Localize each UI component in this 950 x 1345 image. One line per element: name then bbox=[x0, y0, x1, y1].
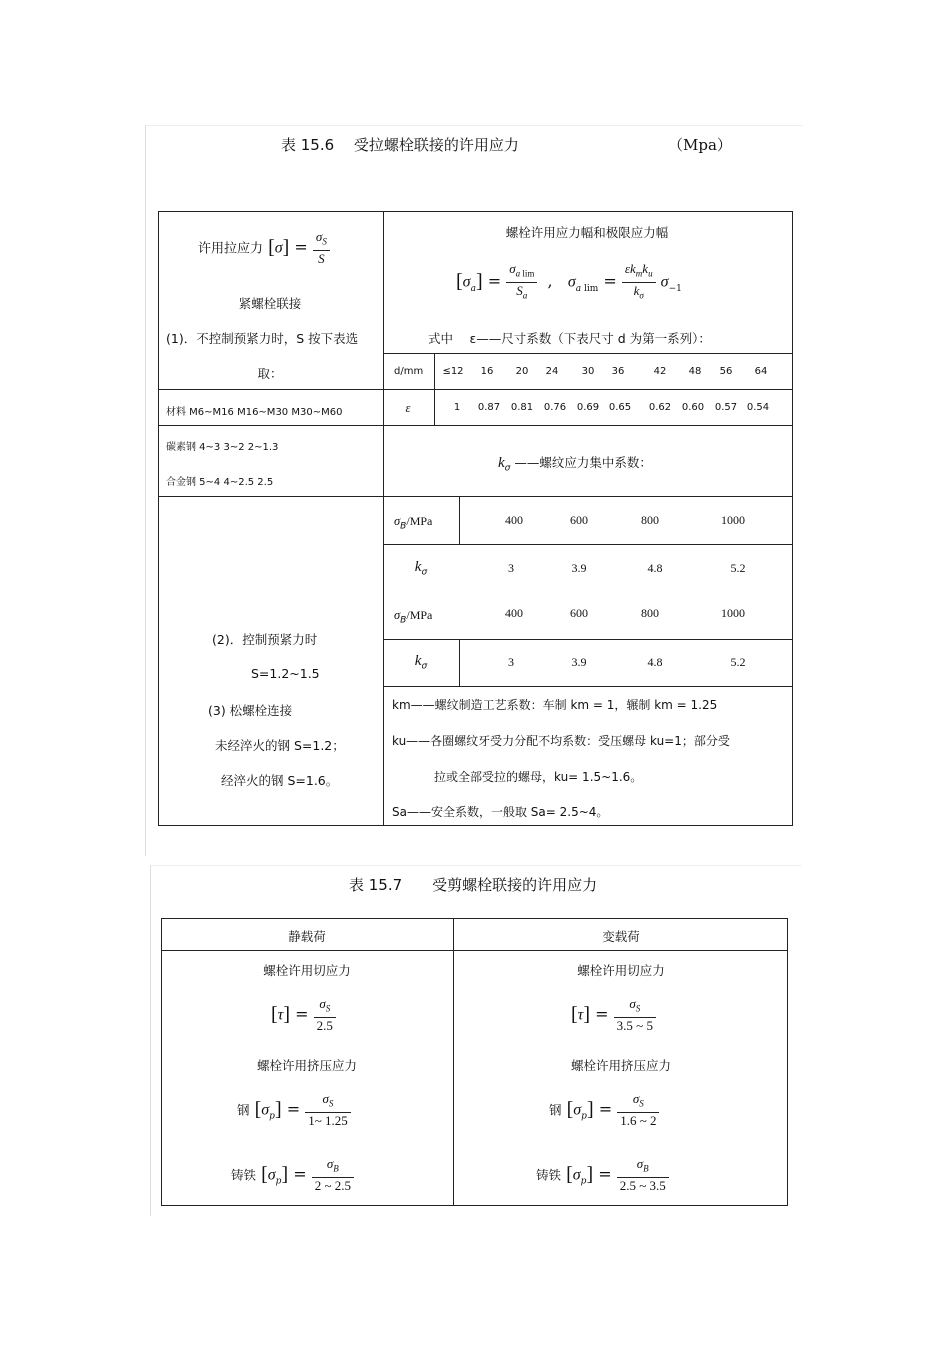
table2-title: 表 15.7 受剪螺栓联接的许用应力 bbox=[349, 876, 598, 894]
variable-shear-formula: [τ] = $\frac{\sigma_S}{3.5 \sim 5}$ bbox=[571, 996, 656, 1034]
allowable-tensile-label: 许用拉应力 bbox=[198, 241, 264, 257]
k-value: 5.2 bbox=[730, 655, 746, 669]
d-value: 30 bbox=[581, 366, 595, 377]
k-value: 4.8 bbox=[647, 655, 663, 669]
d-value: 16 bbox=[480, 366, 494, 377]
k-value: 3.9 bbox=[571, 655, 587, 669]
static-bearing-label: 螺栓许用挤压应力 bbox=[256, 1058, 358, 1073]
epsilon-intro: 式中 ε——尺寸系数（下表尺寸 d 为第一系列）： bbox=[428, 331, 711, 346]
k-sigma-label: $k_\sigma$ bbox=[414, 653, 428, 672]
d-value: 42 bbox=[653, 366, 667, 377]
amplitude-formula: $[\sigma_a]$ = $\frac{\sigma_{a lim}}{S_a}$ , $\sigma_{a lim}$ = $\frac{\varepsilon k_mk_u}{k_\sigma}$ $\sigma_{-1}$ bbox=[456, 261, 682, 301]
static-header: 静载荷 bbox=[288, 929, 326, 944]
case2-line-a: (2)．控制预紧力时 bbox=[212, 632, 318, 647]
case3-line-a: (3) 松螺栓连接 bbox=[208, 703, 293, 718]
k-value: 3 bbox=[508, 561, 514, 575]
case3-line-b: 未经淬火的钢 S=1.2； bbox=[215, 738, 345, 753]
d-value: 64 bbox=[754, 366, 768, 377]
note-km: km——螺纹制造工艺系数：车制 km = 1，辗制 km = 1.25 bbox=[392, 698, 718, 712]
note-sa: Sa——安全系数，一般取 Sa= 2.5~4。 bbox=[392, 805, 609, 819]
material-row: 材料 M6~M16 M16~M30 M30~M60 bbox=[166, 407, 343, 418]
sigma-b-value: 600 bbox=[570, 606, 588, 620]
table-15-6-sheet bbox=[145, 125, 803, 856]
sigma-b-value: 1000 bbox=[721, 606, 745, 620]
sigma-b-value: 1000 bbox=[721, 513, 745, 527]
note-ku-b: 拉或全部受拉的螺母，ku= 1.5~1.6。 bbox=[434, 770, 643, 784]
epsilon-value: 0.65 bbox=[608, 402, 632, 413]
case3-line-c: 经淬火的钢 S=1.6。 bbox=[221, 773, 339, 788]
d-value: ≤12 bbox=[442, 366, 464, 377]
alloy-steel-row: 合金钢 5~4 4~2.5 2.5 bbox=[166, 477, 274, 488]
table1-unit: （Mpa） bbox=[668, 136, 732, 154]
tight-bolt-label: 紧螺栓联接 bbox=[238, 296, 302, 311]
k-value: 5.2 bbox=[730, 561, 746, 575]
sigma-b-value: 800 bbox=[641, 606, 659, 620]
note-ku-a: ku——各圈螺纹牙受力分配不均系数：受压螺母 ku=1；部分受 bbox=[392, 734, 730, 748]
epsilon-label: ε bbox=[405, 401, 411, 415]
sigma-b-value: 600 bbox=[570, 513, 588, 527]
epsilon-value: 0.62 bbox=[648, 402, 672, 413]
k-value: 4.8 bbox=[647, 561, 663, 575]
epsilon-value: 0.81 bbox=[510, 402, 534, 413]
k-sigma-intro: $k_\sigma$ ——螺纹应力集中系数： bbox=[498, 455, 652, 474]
carbon-steel-row: 碳素钢 4~3 3~2 2~1.3 bbox=[166, 442, 279, 453]
static-iron-formula: 铸铁 $[\sigma_p]$ = $\frac{\sigma_B}{2 \sim 2.5}$ bbox=[231, 1156, 354, 1194]
d-value: 36 bbox=[611, 366, 625, 377]
epsilon-value: 0.54 bbox=[746, 402, 770, 413]
amplitude-header: 螺栓许用应力幅和极限应力幅 bbox=[505, 225, 669, 240]
k-sigma-label: $k_\sigma$ bbox=[414, 559, 428, 578]
static-steel-formula: 钢 $[\sigma_p]$ = $\frac{\sigma_S}{1\sim 1.25}$ bbox=[237, 1091, 351, 1129]
table-15-7-sheet bbox=[150, 865, 801, 1216]
epsilon-value: 0.57 bbox=[714, 402, 738, 413]
static-shear-label: 螺栓许用切应力 bbox=[263, 963, 351, 978]
variable-shear-label: 螺栓许用切应力 bbox=[577, 963, 665, 978]
allowable-tensile-formula: 许用拉应力 [σ] = $\frac{\sigma_S}{S}$ bbox=[198, 229, 330, 267]
static-shear-formula: [τ] = $\frac{\sigma_S}{2.5}$ bbox=[271, 996, 336, 1034]
variable-iron-formula: 铸铁 $[\sigma_p]$ = $\frac{\sigma_B}{2.5 \sim 3.5}$ bbox=[536, 1156, 669, 1194]
case1-line-a: (1)．不控制预紧力时，S 按下表选 bbox=[166, 331, 359, 346]
variable-bearing-label: 螺栓许用挤压应力 bbox=[570, 1058, 672, 1073]
variable-header: 变载荷 bbox=[602, 929, 640, 944]
k-value: 3 bbox=[508, 655, 514, 669]
d-value: 20 bbox=[515, 366, 529, 377]
case1-line-b: 取： bbox=[257, 366, 283, 381]
sigma-b-value: 400 bbox=[505, 606, 523, 620]
d-value: 24 bbox=[545, 366, 559, 377]
table1-title: 表 15.6 受拉螺栓联接的许用应力 bbox=[281, 136, 519, 154]
variable-steel-formula: 钢 $[\sigma_p]$ = $\frac{\sigma_S}{1.6 \sim 2}$ bbox=[549, 1091, 659, 1129]
d-value: 48 bbox=[688, 366, 702, 377]
sigma-b-label: $\sigma_B$/MPa bbox=[394, 514, 433, 532]
epsilon-value: 0.87 bbox=[477, 402, 501, 413]
sigma-b-label: $\sigma_B$/MPa bbox=[394, 608, 433, 626]
case2-line-b: S=1.2~1.5 bbox=[251, 666, 320, 681]
epsilon-value: 1 bbox=[453, 402, 461, 413]
d-value: 56 bbox=[719, 366, 733, 377]
k-value: 3.9 bbox=[571, 561, 587, 575]
sigma-b-value: 800 bbox=[641, 513, 659, 527]
epsilon-value: 0.60 bbox=[681, 402, 705, 413]
sigma-b-value: 400 bbox=[505, 513, 523, 527]
epsilon-value: 0.69 bbox=[576, 402, 600, 413]
epsilon-value: 0.76 bbox=[543, 402, 567, 413]
d-label: d/mm bbox=[394, 366, 424, 377]
